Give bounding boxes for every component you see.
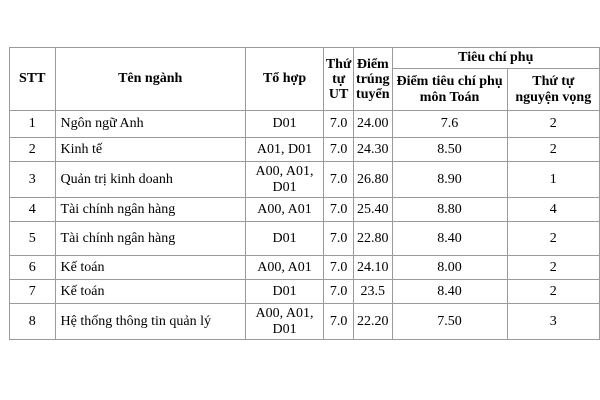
cell-score: 22.20 [354,304,393,340]
cell-stt: 6 [10,256,56,280]
combo-line: D01 [272,230,297,246]
cell-score: 24.10 [354,256,393,280]
combo-line: D01 [272,321,297,337]
cell-name: Kế toán [55,256,245,280]
cell-priority: 7.0 [324,280,354,304]
cell-math: 8.00 [392,256,507,280]
cell-name: Tài chính ngân hàng [55,198,245,222]
cell-name: Tài chính ngân hàng [55,222,245,256]
cell-priority: 7.0 [324,111,354,138]
table-row [10,162,600,198]
header-math [392,69,507,111]
header-priority-line: tự [332,71,346,87]
table-row [10,111,600,138]
admission-table-container [9,47,600,340]
table-row [10,138,600,162]
header-row-top [10,48,600,69]
header-wish-line: nguyện vọng [515,89,592,105]
header-wish-line: Thứ tự [532,73,575,89]
table-row [10,222,600,256]
cell-wish: 2 [507,222,599,256]
table-row [10,256,600,280]
cell-score: 24.00 [354,111,393,138]
cell-math: 7.6 [392,111,507,138]
cell-combo [245,280,323,304]
combo-line: D01 [272,179,297,195]
cell-priority: 7.0 [324,256,354,280]
cell-priority: 7.0 [324,304,354,340]
cell-name: Hệ thống thông tin quản lý [55,304,245,340]
combo-line: A01, D01 [256,141,313,157]
header-math-line: môn Toán [419,89,480,105]
cell-wish: 3 [507,304,599,340]
cell-stt: 2 [10,138,56,162]
table-row [10,198,600,222]
cell-name: Quản trị kinh doanh [55,162,245,198]
table-row [10,280,600,304]
combo-line: D01 [272,116,297,131]
cell-math: 7.50 [392,304,507,340]
cell-score: 23.5 [354,280,393,304]
cell-math: 8.40 [392,280,507,304]
cell-math: 8.50 [392,138,507,162]
cell-stt: 7 [10,280,56,304]
cell-stt: 1 [10,111,56,138]
cell-score: 25.40 [354,198,393,222]
cell-priority: 7.0 [324,198,354,222]
cell-score: 24.30 [354,138,393,162]
header-priority [324,48,354,111]
cell-math: 8.40 [392,222,507,256]
cell-wish: 2 [507,256,599,280]
header-priority-line: Thứ [325,56,352,72]
header-priority-line: UT [328,86,349,102]
cell-priority: 7.0 [324,138,354,162]
admission-table [9,47,600,340]
cell-stt: 3 [10,162,56,198]
cell-name: Ngôn ngữ Anh [55,111,245,138]
table-body [10,111,600,340]
header-score-line: trúng [356,71,390,87]
cell-combo [245,222,323,256]
cell-math: 8.90 [392,162,507,198]
header-score-line: Điểm [356,56,389,72]
header-combo: Tổ hợp [245,48,323,111]
cell-combo [245,138,323,162]
cell-wish: 2 [507,111,599,138]
combo-line: A00, A01 [257,259,312,275]
combo-line: A00, A01, [255,163,314,179]
cell-score: 26.80 [354,162,393,198]
cell-wish: 2 [507,280,599,304]
table-row [10,304,600,340]
cell-combo [245,111,323,138]
combo-line: D01 [272,283,297,299]
cell-stt: 5 [10,222,56,256]
cell-stt: 4 [10,198,56,222]
cell-combo [245,256,323,280]
combo-line: A00, A01, [255,305,314,321]
cell-wish: 2 [507,138,599,162]
header-math-line: Điểm tiêu chí phụ [396,73,503,89]
cell-priority: 7.0 [324,222,354,256]
combo-line: A00, A01 [257,201,312,217]
cell-name: Kế toán [55,280,245,304]
header-secondary: Tiêu chí phụ [392,48,599,69]
cell-stt: 8 [10,304,56,340]
cell-wish: 1 [507,162,599,198]
header-wish [507,69,599,111]
cell-combo [245,198,323,222]
header-score-line: tuyển [356,86,390,102]
cell-score: 22.80 [354,222,393,256]
cell-name: Kinh tế [55,138,245,162]
header-stt: STT [10,48,56,111]
cell-combo [245,162,323,198]
cell-combo [245,304,323,340]
cell-priority: 7.0 [324,162,354,198]
cell-math: 8.80 [392,198,507,222]
header-name: Tên ngành [55,48,245,111]
header-score [354,48,393,111]
cell-wish: 4 [507,198,599,222]
